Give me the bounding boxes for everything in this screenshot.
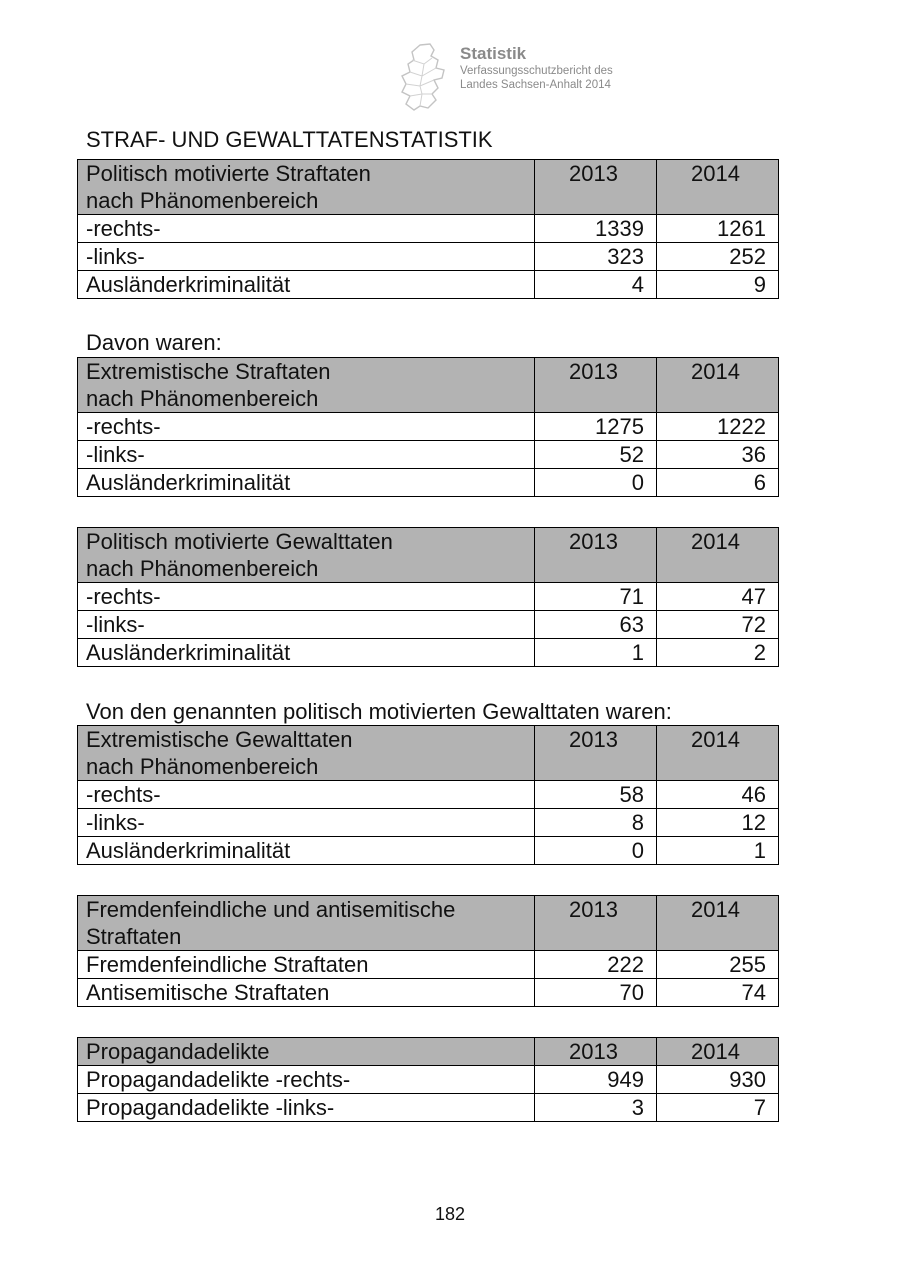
main-heading: STRAF- UND GEWALTTATENSTATISTIK (86, 127, 493, 152)
row-label: Ausländerkriminalität (78, 469, 535, 497)
intro-davon-waren: Davon waren: (86, 330, 222, 355)
table-header-label: Fremdenfeindliche und antisemitische Straftaten (78, 896, 535, 951)
page-header (398, 42, 658, 112)
header-year-2014: 2014 (657, 358, 779, 413)
row-label: -links- (78, 809, 535, 837)
table-row (78, 441, 779, 469)
value-2014: 74 (657, 979, 779, 1007)
table-row (78, 1066, 779, 1094)
table-header-row (78, 160, 779, 215)
header-year-2014: 2014 (657, 1038, 779, 1066)
value-2013: 63 (535, 611, 657, 639)
header-year-2013: 2013 (535, 528, 657, 583)
row-label: -links- (78, 611, 535, 639)
table-header-row (78, 726, 779, 781)
row-label: Antisemitische Straftaten (78, 979, 535, 1007)
table-row (78, 271, 779, 299)
row-label: -links- (78, 243, 535, 271)
value-2014: 12 (657, 809, 779, 837)
value-2013: 1 (535, 639, 657, 667)
table-politisch-motivierte-straftaten (77, 159, 779, 299)
row-label: Propagandadelikte -rechts- (78, 1066, 535, 1094)
table-propagandadelikte (77, 1037, 779, 1122)
value-2014: 6 (657, 469, 779, 497)
header-year-2013: 2013 (535, 160, 657, 215)
value-2013: 1339 (535, 215, 657, 243)
table-row (78, 1094, 779, 1122)
table-row (78, 215, 779, 243)
row-label: -rechts- (78, 413, 535, 441)
row-label: Ausländerkriminalität (78, 837, 535, 865)
value-2014: 2 (657, 639, 779, 667)
header-year-2014: 2014 (657, 528, 779, 583)
table-header-label: Propagandadelikte (78, 1038, 535, 1066)
table-header-row (78, 358, 779, 413)
value-2014: 1 (657, 837, 779, 865)
table-fremdenfeindliche-antisemitische (77, 895, 779, 1007)
table-row (78, 469, 779, 497)
header-year-2014: 2014 (657, 160, 779, 215)
table-header-label: Politisch motivierte Gewalttaten nach Phänomenbereich (78, 528, 535, 583)
table-row (78, 413, 779, 441)
table-row (78, 243, 779, 271)
value-2013: 71 (535, 583, 657, 611)
table-header-row (78, 1038, 779, 1066)
table-row (78, 583, 779, 611)
table-header-row (78, 896, 779, 951)
table-row (78, 979, 779, 1007)
value-2014: 1261 (657, 215, 779, 243)
value-2014: 72 (657, 611, 779, 639)
header-title: Statistik (460, 44, 527, 63)
value-2014: 255 (657, 951, 779, 979)
sachsen-anhalt-map-icon (398, 42, 454, 112)
value-2013: 8 (535, 809, 657, 837)
value-2013: 52 (535, 441, 657, 469)
header-subtitle-line1: Verfassungsschutzbericht des (460, 65, 613, 77)
row-label: Fremdenfeindliche Straftaten (78, 951, 535, 979)
value-2013: 4 (535, 271, 657, 299)
header-year-2014: 2014 (657, 726, 779, 781)
row-label: -rechts- (78, 583, 535, 611)
value-2013: 0 (535, 469, 657, 497)
header-year-2013: 2013 (535, 1038, 657, 1066)
table-header-label: Extremistische Straftaten nach Phänomenbereich (78, 358, 535, 413)
value-2013: 949 (535, 1066, 657, 1094)
value-2014: 7 (657, 1094, 779, 1122)
row-label: Ausländerkriminalität (78, 271, 535, 299)
page-number: 182 (434, 1204, 466, 1224)
value-2014: 46 (657, 781, 779, 809)
row-label: -rechts- (78, 781, 535, 809)
header-year-2013: 2013 (535, 726, 657, 781)
table-row (78, 611, 779, 639)
row-label: -rechts- (78, 215, 535, 243)
table-row (78, 809, 779, 837)
value-2014: 252 (657, 243, 779, 271)
table-extremistische-gewalttaten (77, 725, 779, 865)
row-label: Ausländerkriminalität (78, 639, 535, 667)
header-year-2014: 2014 (657, 896, 779, 951)
table-row (78, 781, 779, 809)
table-header-label: Politisch motivierte Straftaten nach Phänomenbereich (78, 160, 535, 215)
header-subtitle-line2: Landes Sachsen-Anhalt 2014 (460, 79, 611, 91)
value-2014: 36 (657, 441, 779, 469)
value-2013: 3 (535, 1094, 657, 1122)
table-row (78, 951, 779, 979)
table-row (78, 639, 779, 667)
value-2013: 70 (535, 979, 657, 1007)
header-year-2013: 2013 (535, 896, 657, 951)
value-2013: 222 (535, 951, 657, 979)
table-politisch-motivierte-gewalttaten (77, 527, 779, 667)
value-2014: 930 (657, 1066, 779, 1094)
value-2013: 58 (535, 781, 657, 809)
row-label: Propagandadelikte -links- (78, 1094, 535, 1122)
value-2014: 47 (657, 583, 779, 611)
header-year-2013: 2013 (535, 358, 657, 413)
row-label: -links- (78, 441, 535, 469)
value-2014: 1222 (657, 413, 779, 441)
table-extremistische-straftaten (77, 357, 779, 497)
intro-von-den-genannten: Von den genannten politisch motivierten Gewalttaten waren: (86, 699, 672, 724)
table-row (78, 837, 779, 865)
value-2013: 0 (535, 837, 657, 865)
value-2013: 323 (535, 243, 657, 271)
value-2013: 1275 (535, 413, 657, 441)
value-2014: 9 (657, 271, 779, 299)
table-header-label: Extremistische Gewalttaten nach Phänomenbereich (78, 726, 535, 781)
table-header-row (78, 528, 779, 583)
